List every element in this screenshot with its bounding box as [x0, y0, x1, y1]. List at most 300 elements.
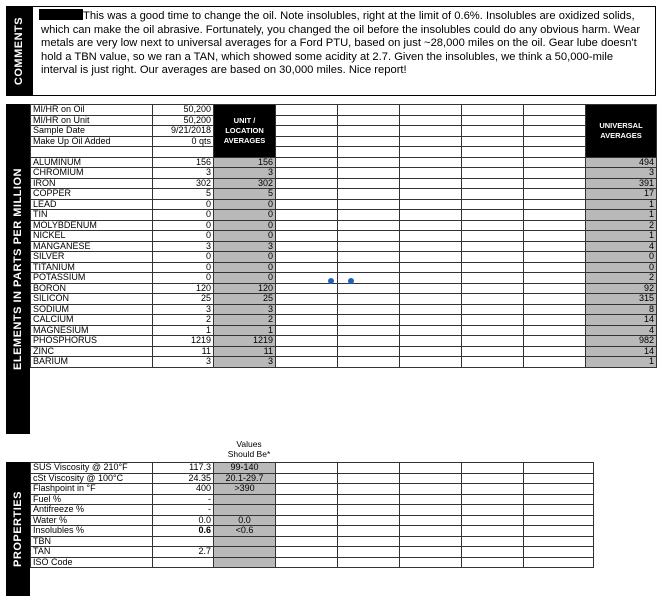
empty-cell: [462, 515, 524, 526]
property-value: 0.6: [153, 526, 214, 537]
empty-cell: [400, 262, 462, 273]
marker-dots: [328, 278, 354, 284]
element-row: [31, 157, 657, 168]
empty-cell: [338, 241, 400, 252]
elements-table: [30, 104, 657, 368]
element-unit-average: 25: [214, 294, 276, 305]
empty-cell: [400, 536, 462, 547]
empty-cell: [462, 189, 524, 200]
element-value: 156: [153, 157, 214, 168]
values-should-be-header: Values Should Be*: [227, 439, 271, 459]
element-row: [31, 325, 657, 336]
element-row: [31, 315, 657, 326]
element-unit-average: 1: [214, 325, 276, 336]
empty-cell: [400, 136, 462, 147]
element-value: 1219: [153, 336, 214, 347]
property-value: 2.7: [153, 547, 214, 558]
element-name: TITANIUM: [31, 262, 153, 273]
elements-sidebar: [6, 104, 30, 434]
empty-cell: [524, 283, 586, 294]
empty-cell: [524, 136, 586, 147]
empty-cell: [462, 210, 524, 221]
empty-cell: [524, 484, 594, 495]
empty-cell: [276, 105, 338, 116]
property-should-be: [214, 494, 276, 505]
empty-cell: [462, 294, 524, 305]
property-value: -: [153, 494, 214, 505]
info-label: MI/HR on Oil: [31, 105, 153, 116]
empty-cell: [338, 283, 400, 294]
empty-cell: [338, 262, 400, 273]
empty-cell: [462, 494, 524, 505]
empty-cell: [524, 557, 594, 568]
empty-cell: [524, 231, 586, 242]
element-value: 0: [153, 262, 214, 273]
property-should-be: [214, 505, 276, 516]
empty-cell: [338, 231, 400, 242]
element-universal-average: 8: [586, 304, 657, 315]
info-label: Make Up Oil Added: [31, 136, 153, 147]
empty-cell: [400, 494, 462, 505]
empty-cell: [276, 168, 338, 179]
empty-cell: [524, 494, 594, 505]
empty-cell: [338, 557, 400, 568]
empty-cell: [400, 189, 462, 200]
element-name: POTASSIUM: [31, 273, 153, 284]
dot-icon: [348, 278, 354, 284]
empty-cell: [462, 283, 524, 294]
element-name: ZINC: [31, 346, 153, 357]
element-row: [31, 346, 657, 357]
empty-cell: [400, 210, 462, 221]
empty-cell: [462, 484, 524, 495]
empty-cell: [276, 220, 338, 231]
element-row: [31, 262, 657, 273]
element-value: 5: [153, 189, 214, 200]
element-unit-average: 1219: [214, 336, 276, 347]
empty-cell: [338, 505, 400, 516]
empty-cell: [338, 115, 400, 126]
empty-cell: [276, 283, 338, 294]
empty-cell: [276, 526, 338, 537]
redacted-name: [39, 9, 83, 20]
element-name: TIN: [31, 210, 153, 221]
empty-cell: [276, 346, 338, 357]
empty-cell: [276, 115, 338, 126]
empty-cell: [462, 505, 524, 516]
empty-cell: [524, 315, 586, 326]
empty-cell: [276, 536, 338, 547]
empty-cell: [400, 336, 462, 347]
empty-cell: [462, 115, 524, 126]
element-row: [31, 241, 657, 252]
empty-cell: [462, 252, 524, 263]
empty-cell: [524, 515, 594, 526]
empty-cell: [276, 126, 338, 137]
empty-cell: [338, 147, 400, 158]
empty-cell: [338, 484, 400, 495]
element-universal-average: 2: [586, 273, 657, 284]
properties-label: PROPERTIES: [12, 491, 24, 567]
empty-cell: [462, 157, 524, 168]
empty-cell: [400, 304, 462, 315]
empty-cell: [400, 126, 462, 137]
empty-cell: [524, 473, 594, 484]
element-unit-average: 5: [214, 189, 276, 200]
element-universal-average: 494: [586, 157, 657, 168]
property-row: [31, 557, 594, 568]
element-name: BARIUM: [31, 357, 153, 368]
property-value: 0.0: [153, 515, 214, 526]
element-name: LEAD: [31, 199, 153, 210]
empty-cell: [276, 484, 338, 495]
properties-sidebar: [6, 462, 30, 596]
element-value: 302: [153, 178, 214, 189]
empty-cell: [276, 515, 338, 526]
info-row: [31, 115, 657, 126]
element-row: [31, 178, 657, 189]
element-name: COPPER: [31, 189, 153, 200]
element-value: 3: [153, 168, 214, 179]
element-name: BORON: [31, 283, 153, 294]
empty-cell: [524, 126, 586, 137]
property-value: 400: [153, 484, 214, 495]
property-name: Insolubles %: [31, 526, 153, 537]
empty-cell: [462, 231, 524, 242]
empty-cell: [338, 336, 400, 347]
empty-cell: [462, 262, 524, 273]
element-universal-average: 1: [586, 210, 657, 221]
property-value: [153, 536, 214, 547]
unit-averages-header: UNIT / LOCATION AVERAGES: [214, 105, 276, 158]
empty-cell: [462, 536, 524, 547]
empty-cell: [276, 178, 338, 189]
empty-cell: [524, 505, 594, 516]
empty-cell: [524, 463, 594, 474]
empty-cell: [338, 136, 400, 147]
empty-cell: [338, 157, 400, 168]
empty-cell: [462, 526, 524, 537]
empty-cell: [400, 315, 462, 326]
universal-averages-header: UNIVERSAL AVERAGES: [586, 105, 657, 158]
element-universal-average: 4: [586, 241, 657, 252]
dot-icon: [328, 278, 334, 284]
comments-sidebar: [6, 6, 32, 96]
element-universal-average: 3: [586, 168, 657, 179]
element-value: 11: [153, 346, 214, 357]
empty-cell: [400, 115, 462, 126]
element-unit-average: 3: [214, 304, 276, 315]
element-row: [31, 294, 657, 305]
empty-cell: [524, 304, 586, 315]
element-unit-average: 0: [214, 210, 276, 221]
empty-cell: [400, 220, 462, 231]
element-name: SODIUM: [31, 304, 153, 315]
empty-cell: [462, 168, 524, 179]
element-unit-average: 11: [214, 346, 276, 357]
element-name: MOLYBDENUM: [31, 220, 153, 231]
empty-cell: [400, 473, 462, 484]
empty-cell: [400, 283, 462, 294]
element-name: IRON: [31, 178, 153, 189]
empty-cell: [462, 315, 524, 326]
empty-cell: [276, 210, 338, 221]
element-row: [31, 189, 657, 200]
property-should-be: 0.0: [214, 515, 276, 526]
property-name: TBN: [31, 536, 153, 547]
empty-cell: [524, 536, 594, 547]
element-value: 0: [153, 273, 214, 284]
empty-cell: [276, 241, 338, 252]
element-universal-average: 14: [586, 346, 657, 357]
empty-cell: [462, 199, 524, 210]
element-universal-average: 92: [586, 283, 657, 294]
empty-cell: [276, 147, 338, 158]
empty-cell: [524, 294, 586, 305]
info-label: MI/HR on Unit: [31, 115, 153, 126]
element-row: [31, 210, 657, 221]
empty-cell: [338, 526, 400, 537]
blank-cell: [153, 147, 214, 158]
property-value: 117.3: [153, 463, 214, 474]
element-row: [31, 220, 657, 231]
property-row: [31, 494, 594, 505]
empty-cell: [400, 346, 462, 357]
empty-cell: [462, 547, 524, 558]
comments-box: [32, 6, 656, 96]
empty-cell: [524, 178, 586, 189]
info-row: [31, 136, 657, 147]
empty-cell: [276, 473, 338, 484]
element-universal-average: 14: [586, 315, 657, 326]
empty-cell: [462, 105, 524, 116]
empty-cell: [400, 252, 462, 263]
empty-cell: [462, 473, 524, 484]
property-name: Flashpoint in °F: [31, 484, 153, 495]
element-row: [31, 168, 657, 179]
property-row: [31, 547, 594, 558]
property-should-be: [214, 547, 276, 558]
property-should-be: 99-140: [214, 463, 276, 474]
empty-cell: [462, 336, 524, 347]
empty-cell: [276, 494, 338, 505]
empty-cell: [400, 178, 462, 189]
empty-cell: [400, 147, 462, 158]
property-name: SUS Viscosity @ 210°F: [31, 463, 153, 474]
empty-cell: [338, 294, 400, 305]
element-name: PHOSPHORUS: [31, 336, 153, 347]
element-value: 1: [153, 325, 214, 336]
element-value: 3: [153, 357, 214, 368]
element-universal-average: 391: [586, 178, 657, 189]
empty-cell: [276, 189, 338, 200]
element-universal-average: 315: [586, 294, 657, 305]
empty-cell: [338, 126, 400, 137]
empty-cell: [524, 220, 586, 231]
empty-cell: [338, 315, 400, 326]
element-value: 0: [153, 199, 214, 210]
element-row: [31, 283, 657, 294]
element-value: 3: [153, 304, 214, 315]
property-name: Antifreeze %: [31, 505, 153, 516]
empty-cell: [338, 473, 400, 484]
empty-cell: [276, 304, 338, 315]
empty-cell: [524, 346, 586, 357]
empty-cell: [462, 273, 524, 284]
info-label: Sample Date: [31, 126, 153, 137]
element-universal-average: 1: [586, 231, 657, 242]
element-universal-average: 1: [586, 357, 657, 368]
empty-cell: [276, 336, 338, 347]
element-name: MANGANESE: [31, 241, 153, 252]
empty-cell: [462, 346, 524, 357]
element-universal-average: 982: [586, 336, 657, 347]
element-unit-average: 0: [214, 262, 276, 273]
element-name: CHROMIUM: [31, 168, 153, 179]
empty-cell: [462, 147, 524, 158]
empty-cell: [276, 315, 338, 326]
empty-cell: [400, 294, 462, 305]
info-row: [31, 126, 657, 137]
element-unit-average: 0: [214, 252, 276, 263]
empty-cell: [338, 325, 400, 336]
empty-cell: [400, 357, 462, 368]
empty-cell: [524, 210, 586, 221]
empty-cell: [400, 241, 462, 252]
empty-cell: [524, 189, 586, 200]
comments-text: This was a good time to change the oil. Note insolubles, right at the limit of 0.6%. Insolubles are oxidized solids, which can make the oil abrasive. Fortunately, you changed the oil before the insolubles could do any obvious harm. Wear metals are very low next to universal averages for a Ford PTU, based on just ~28,000 miles on the oil. Gear lube doesn't hold a TBN value, so we ran a TAN, which showed some acidity at 2.7. Given the insolubles, we think a 50,000-mile interval is just right. Our averages are based on 30,000 miles. Nice report!: [41, 10, 641, 76]
empty-cell: [276, 252, 338, 263]
property-row: [31, 515, 594, 526]
empty-cell: [276, 262, 338, 273]
empty-cell: [524, 273, 586, 284]
element-name: NICKEL: [31, 231, 153, 242]
empty-cell: [276, 157, 338, 168]
property-row: [31, 463, 594, 474]
property-should-be: <0.6: [214, 526, 276, 537]
element-universal-average: 1: [586, 199, 657, 210]
element-name: MAGNESIUM: [31, 325, 153, 336]
elements-label: ELEMENTS IN PARTS PER MILLION: [12, 168, 25, 370]
empty-cell: [462, 557, 524, 568]
element-value: 0: [153, 220, 214, 231]
comments-label: COMMENTS: [13, 16, 26, 86]
empty-cell: [338, 357, 400, 368]
empty-cell: [524, 357, 586, 368]
empty-cell: [338, 178, 400, 189]
empty-cell: [462, 463, 524, 474]
info-value: 9/21/2018: [153, 126, 214, 137]
element-value: 0: [153, 231, 214, 242]
empty-cell: [462, 178, 524, 189]
empty-cell: [400, 505, 462, 516]
empty-cell: [524, 325, 586, 336]
element-value: 0: [153, 210, 214, 221]
element-unit-average: 0: [214, 220, 276, 231]
element-universal-average: 17: [586, 189, 657, 200]
empty-cell: [400, 547, 462, 558]
info-value: 50,200: [153, 105, 214, 116]
property-row: [31, 484, 594, 495]
element-name: CALCIUM: [31, 315, 153, 326]
empty-cell: [276, 505, 338, 516]
empty-cell: [524, 336, 586, 347]
empty-cell: [400, 168, 462, 179]
element-universal-average: 2: [586, 220, 657, 231]
empty-cell: [524, 262, 586, 273]
element-row: [31, 357, 657, 368]
empty-cell: [400, 157, 462, 168]
empty-cell: [400, 463, 462, 474]
element-value: 0: [153, 252, 214, 263]
empty-cell: [276, 136, 338, 147]
element-unit-average: 3: [214, 241, 276, 252]
empty-cell: [338, 210, 400, 221]
empty-cell: [524, 168, 586, 179]
property-should-be: 20.1-29.7: [214, 473, 276, 484]
empty-cell: [400, 105, 462, 116]
element-value: 120: [153, 283, 214, 294]
empty-cell: [338, 220, 400, 231]
element-unit-average: 0: [214, 231, 276, 242]
element-value: 2: [153, 315, 214, 326]
info-value: 50,200: [153, 115, 214, 126]
empty-cell: [338, 105, 400, 116]
empty-cell: [462, 325, 524, 336]
empty-cell: [276, 199, 338, 210]
element-universal-average: 0: [586, 252, 657, 263]
element-unit-average: 156: [214, 157, 276, 168]
element-name: ALUMINUM: [31, 157, 153, 168]
empty-cell: [338, 199, 400, 210]
empty-cell: [524, 115, 586, 126]
empty-cell: [338, 189, 400, 200]
empty-cell: [338, 494, 400, 505]
empty-cell: [462, 304, 524, 315]
property-row: [31, 505, 594, 516]
property-name: cSt Viscosity @ 100°C: [31, 473, 153, 484]
empty-cell: [338, 463, 400, 474]
element-row: [31, 199, 657, 210]
property-value: [153, 557, 214, 568]
empty-cell: [338, 304, 400, 315]
empty-cell: [400, 515, 462, 526]
property-value: 24.35: [153, 473, 214, 484]
empty-cell: [524, 147, 586, 158]
empty-cell: [462, 136, 524, 147]
element-unit-average: 3: [214, 357, 276, 368]
property-row: [31, 473, 594, 484]
blank-cell: [31, 147, 153, 158]
empty-cell: [524, 252, 586, 263]
element-value: 25: [153, 294, 214, 305]
empty-cell: [400, 484, 462, 495]
empty-cell: [276, 231, 338, 242]
empty-cell: [524, 241, 586, 252]
property-should-be: >390: [214, 484, 276, 495]
empty-cell: [524, 526, 594, 537]
info-row: [31, 105, 657, 116]
element-value: 3: [153, 241, 214, 252]
element-row: [31, 304, 657, 315]
empty-cell: [338, 547, 400, 558]
property-name: Water %: [31, 515, 153, 526]
element-row: [31, 252, 657, 263]
empty-cell: [338, 515, 400, 526]
empty-cell: [524, 199, 586, 210]
empty-cell: [400, 199, 462, 210]
element-unit-average: 2: [214, 315, 276, 326]
